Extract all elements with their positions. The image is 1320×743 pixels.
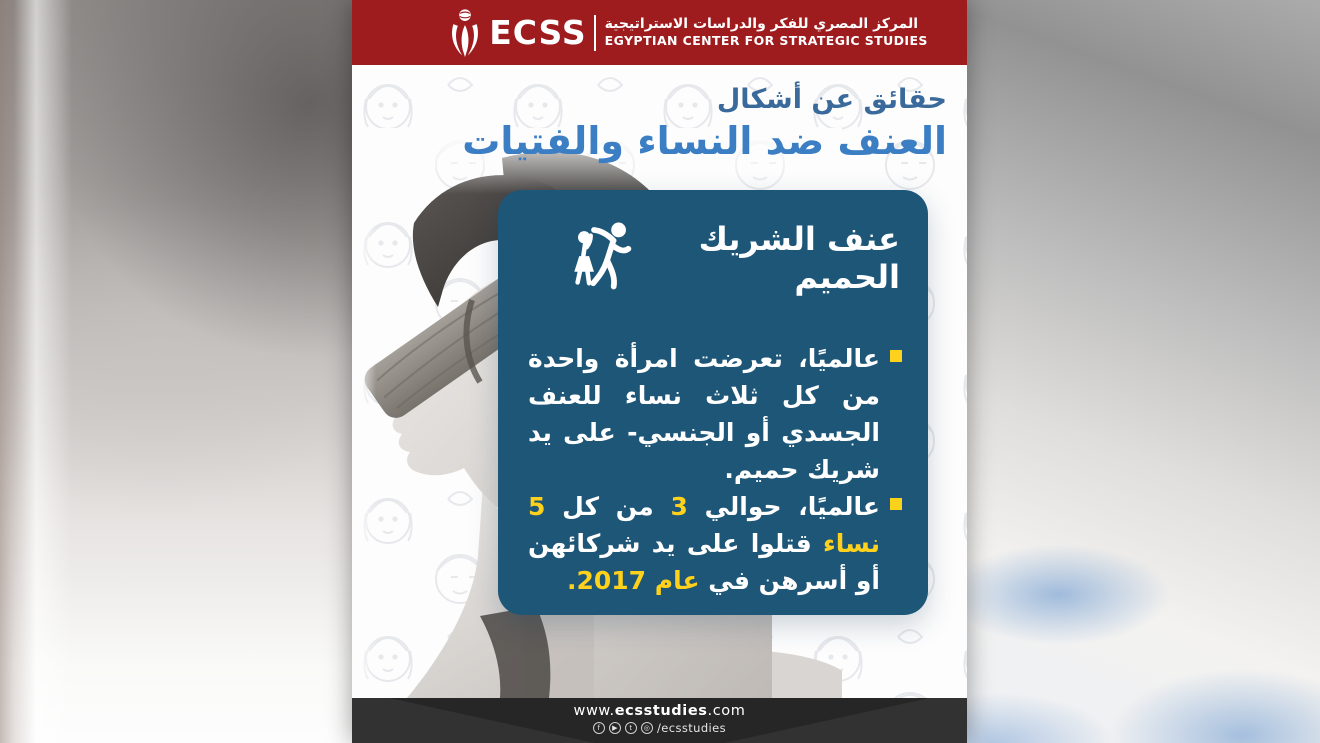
card-title-line1: عنف الشريك (698, 220, 900, 258)
ecss-banner (352, 0, 967, 65)
poster-footer (352, 698, 967, 743)
card-title (699, 220, 900, 297)
org-names (605, 15, 928, 49)
twitter-icon: t (625, 722, 637, 734)
fact-bullet-2-text: عالميًا، حوالي 3 من كل 5 نساء قتلوا على يد شركائهن أو أسرهن في عام 2017. (528, 492, 880, 595)
yellow-square-bullet (890, 498, 902, 510)
yellow-square-bullet (890, 350, 902, 362)
facebook-icon: f (593, 722, 605, 734)
card-title-line2: الحميم (794, 258, 900, 297)
highlight-number: 5 نساء (528, 492, 880, 558)
highlight-year: عام 2017 (576, 566, 700, 595)
highlight-number: 3 (670, 492, 688, 521)
instagram-icon: ◎ (641, 722, 653, 734)
fact-bullet-1-text: عالميًا، تعرضت امرأة واحدة من كل ثلاث نساء للعنف الجسدي أو الجنسي- على يد شريك حميم. (528, 344, 880, 484)
headline-kicker: حقائق عن أشكال (716, 84, 947, 115)
intimate-partner-violence-card (498, 190, 928, 615)
social-handle: /ecsstudies (656, 721, 726, 735)
blurred-backdrop-right (967, 0, 1320, 743)
website-url: www.ecsstudies.com (573, 703, 746, 719)
page-title: العنف ضد النساء والفتيات (462, 119, 947, 164)
fact-bullet-1 (528, 340, 902, 488)
infographic-poster (352, 0, 967, 743)
ecss-logo (447, 8, 928, 58)
logo-divider (594, 15, 596, 51)
ecss-pen-globe-icon (447, 8, 483, 58)
social-row (352, 721, 967, 735)
youtube-icon: ▶ (609, 722, 621, 734)
ecss-wordmark: ECSS (489, 13, 587, 52)
man-striking-woman-icon (562, 216, 644, 298)
headline-block (462, 84, 947, 166)
fact-bullet-2 (528, 488, 902, 599)
org-name-english: EGYPTIAN CENTER FOR STRATEGIC STUDIES (604, 33, 928, 49)
blurred-backdrop-left (0, 0, 352, 743)
org-name-arabic: المركز المصري للفكر والدراسات الاستراتيجية (604, 16, 919, 33)
